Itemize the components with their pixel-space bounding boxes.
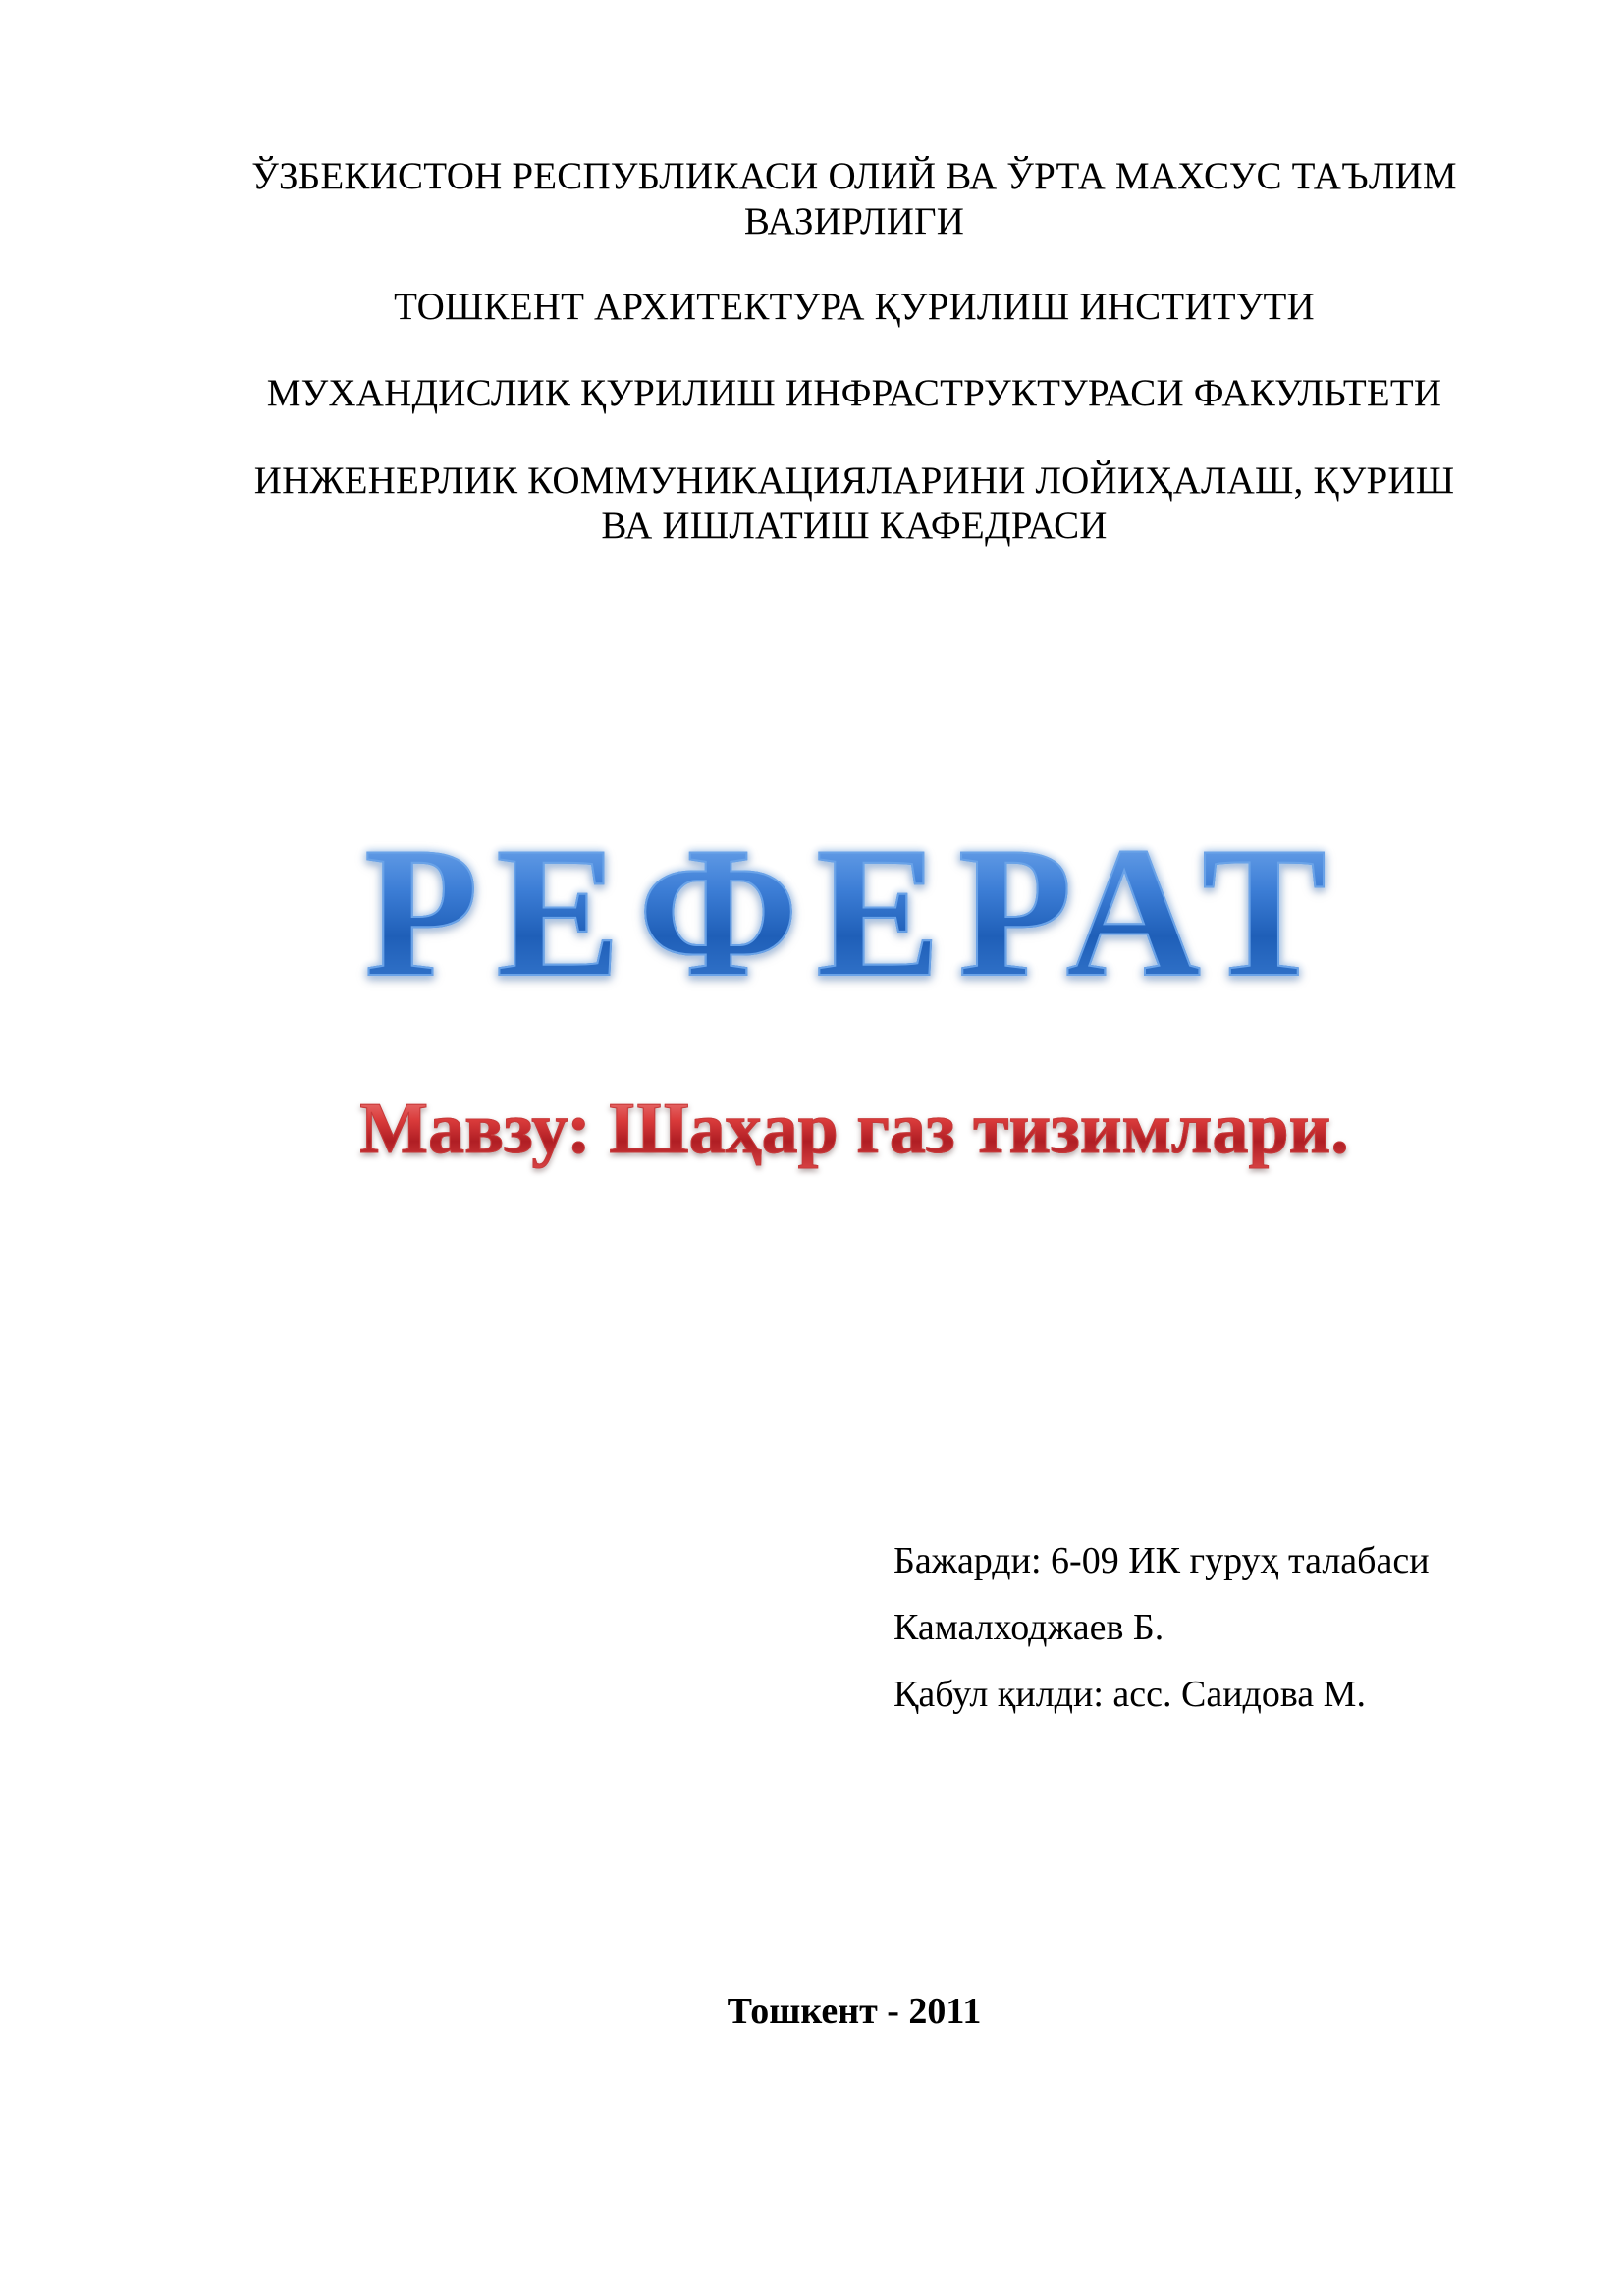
city-year-footer: Тошкент - 2011 bbox=[727, 1991, 982, 2032]
department-heading-line1: ИНЖЕНЕРЛИК КОММУНИКАЦИЯЛАРИНИ ЛОЙИҲАЛАШ, ҚУРИШ bbox=[253, 459, 1455, 502]
ministry-heading-line1: ЎЗБЕКИСТОН РЕСПУБЛИКАСИ ОЛИЙ ВА ЎРТА МАХСУС ТАЪЛИМ bbox=[251, 155, 1457, 197]
accepted-by-line: Қабул қилди: асс. Саидова М. bbox=[893, 1674, 1366, 1715]
document-type-title: РЕФЕРАТ bbox=[245, 815, 1463, 1011]
credits-block bbox=[893, 1527, 1430, 1728]
institute-heading bbox=[245, 285, 1463, 330]
department-heading-line2: ВА ИШЛАТИШ КАФЕДРАСИ bbox=[601, 505, 1108, 547]
ministry-heading bbox=[245, 154, 1463, 244]
student-name-line: Камалходжаев Б. bbox=[893, 1607, 1164, 1648]
department-heading bbox=[245, 458, 1463, 549]
performed-by-line: Бажарди: 6-09 ИК гуруҳ талабаси bbox=[893, 1540, 1430, 1581]
faculty-heading bbox=[245, 371, 1463, 416]
topic-title: Мавзу: Шаҳар газ тизимлари. bbox=[245, 1088, 1463, 1170]
institute-heading-text: ТОШКЕНТ АРХИТЕКТУРА ҚУРИЛИШ ИНСТИТУТИ bbox=[394, 286, 1315, 328]
faculty-heading-text: МУХАНДИСЛИК ҚУРИЛИШ ИНФРАСТРУКТУРАСИ ФАКУЛЬТЕТИ bbox=[266, 372, 1442, 414]
ministry-heading-line2: ВАЗИРЛИГИ bbox=[743, 200, 965, 242]
